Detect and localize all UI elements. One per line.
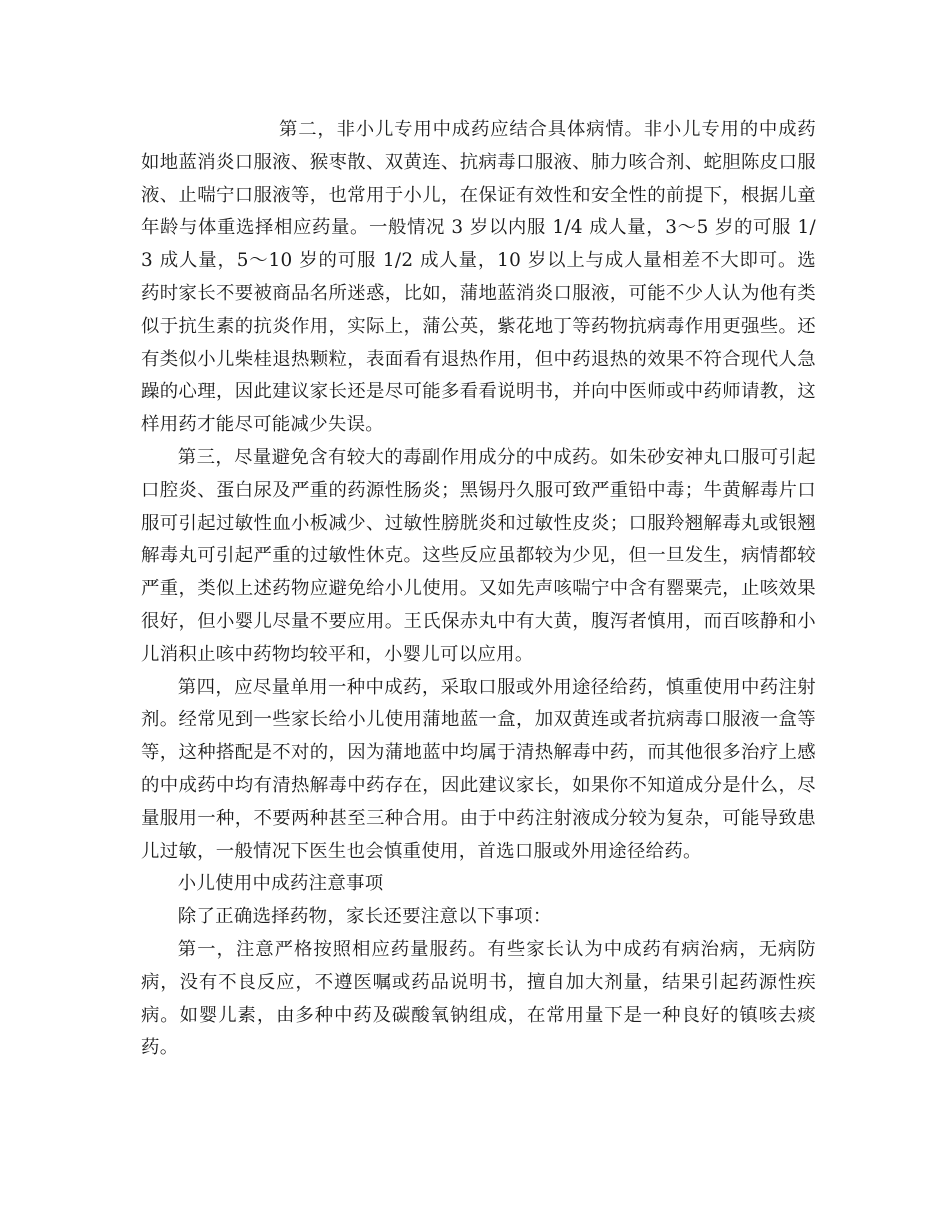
document-body	[141, 114, 816, 1065]
paragraph-intro: 除了正确选择药物，家长还要注意以下事项：	[177, 906, 552, 928]
paragraph-second-point: 第二，非小儿专用中成药应结合具体病情。非小儿专用的中成药如地蓝消炎口服液、猴枣散、双黄连、抗病毒口服液、肺力咳合剂、蛇胆陈皮口服液、止喘宁口服液等，也常用于小儿，在保证有效性和安全性的前提下，根据儿童年龄与体重选择相应药量。一般情况 3 岁以内服 1/4 成人量，3～5 岁的可服 1/3 成人量，5～10 岁的可服 1/2 成人量，10 岁以上与成人量相差不大即可。选药时家长不要被商品名所迷惑，比如，蒲地蓝消炎口服液，可能不少人认为他有类似于抗生素的抗炎作用，实际上，蒲公英，紫花地丁等药物抗病毒作用更强些。还有类似小儿柴桂退热颗粒，表面看有退热作用，但中药退热的效果不符合现代人急躁的心理，因此建议家长还是尽可能多看看说明书，并向中医师或中药师请教，这样用药才能尽可能减少失误。	[141, 119, 816, 436]
paragraph-fourth-point: 第四，应尽量单用一种中成药，采取口服或外用途径给药，慎重使用中药注射剂。经常见到一些家长给小儿使用蒲地蓝一盒，加双黄连或者抗病毒口服液一盒等等，这种搭配是不对的，因为蒲地蓝中均属于清热解毒中药，而其他很多治疗上感的中成药中均有清热解毒中药存在，因此建议家长，如果你不知道成分是什么，尽量服用一种，不要两种甚至三种合用。由于中药注射液成分较为复杂，可能导致患儿过敏，一般情况下医生也会慎重使用，首选口服或外用途径给药。	[141, 676, 816, 862]
paragraph-third-point: 第三，尽量避免含有较大的毒副作用成分的中成药。如朱砂安神丸口服可引起口腔炎、蛋白尿及严重的药源性肠炎；黑锡丹久服可致严重铅中毒；牛黄解毒片口服可引起过敏性血小板减少、过敏性膀胱炎和过敏性皮炎；口服羚翘解毒丸或银翘解毒丸可引起严重的过敏性休克。这些反应虽都较为少见，但一旦发生，病情都较严重，类似上述药物应避免给小儿使用。又如先声咳喘宁中含有罂粟壳，止咳效果很好，但小婴儿尽量不要应用。王氏保赤丸中有大黄，腹泻者慎用，而百咳静和小儿消积止咳中药物均较平和，小婴儿可以应用。	[141, 446, 816, 665]
paragraph-first-note: 第一，注意严格按照相应药量服药。有些家长认为中成药有病治病，无病防病，没有不良反应，不遵医嘱或药品说明书，擅自加大剂量，结果引起药源性疾病。如婴儿素，由多种中药及碳酸氧钠组成，在常用量下是一种良好的镇咳去痰药。	[141, 938, 816, 1059]
section-heading: 小儿使用中成药注意事项	[177, 873, 384, 895]
